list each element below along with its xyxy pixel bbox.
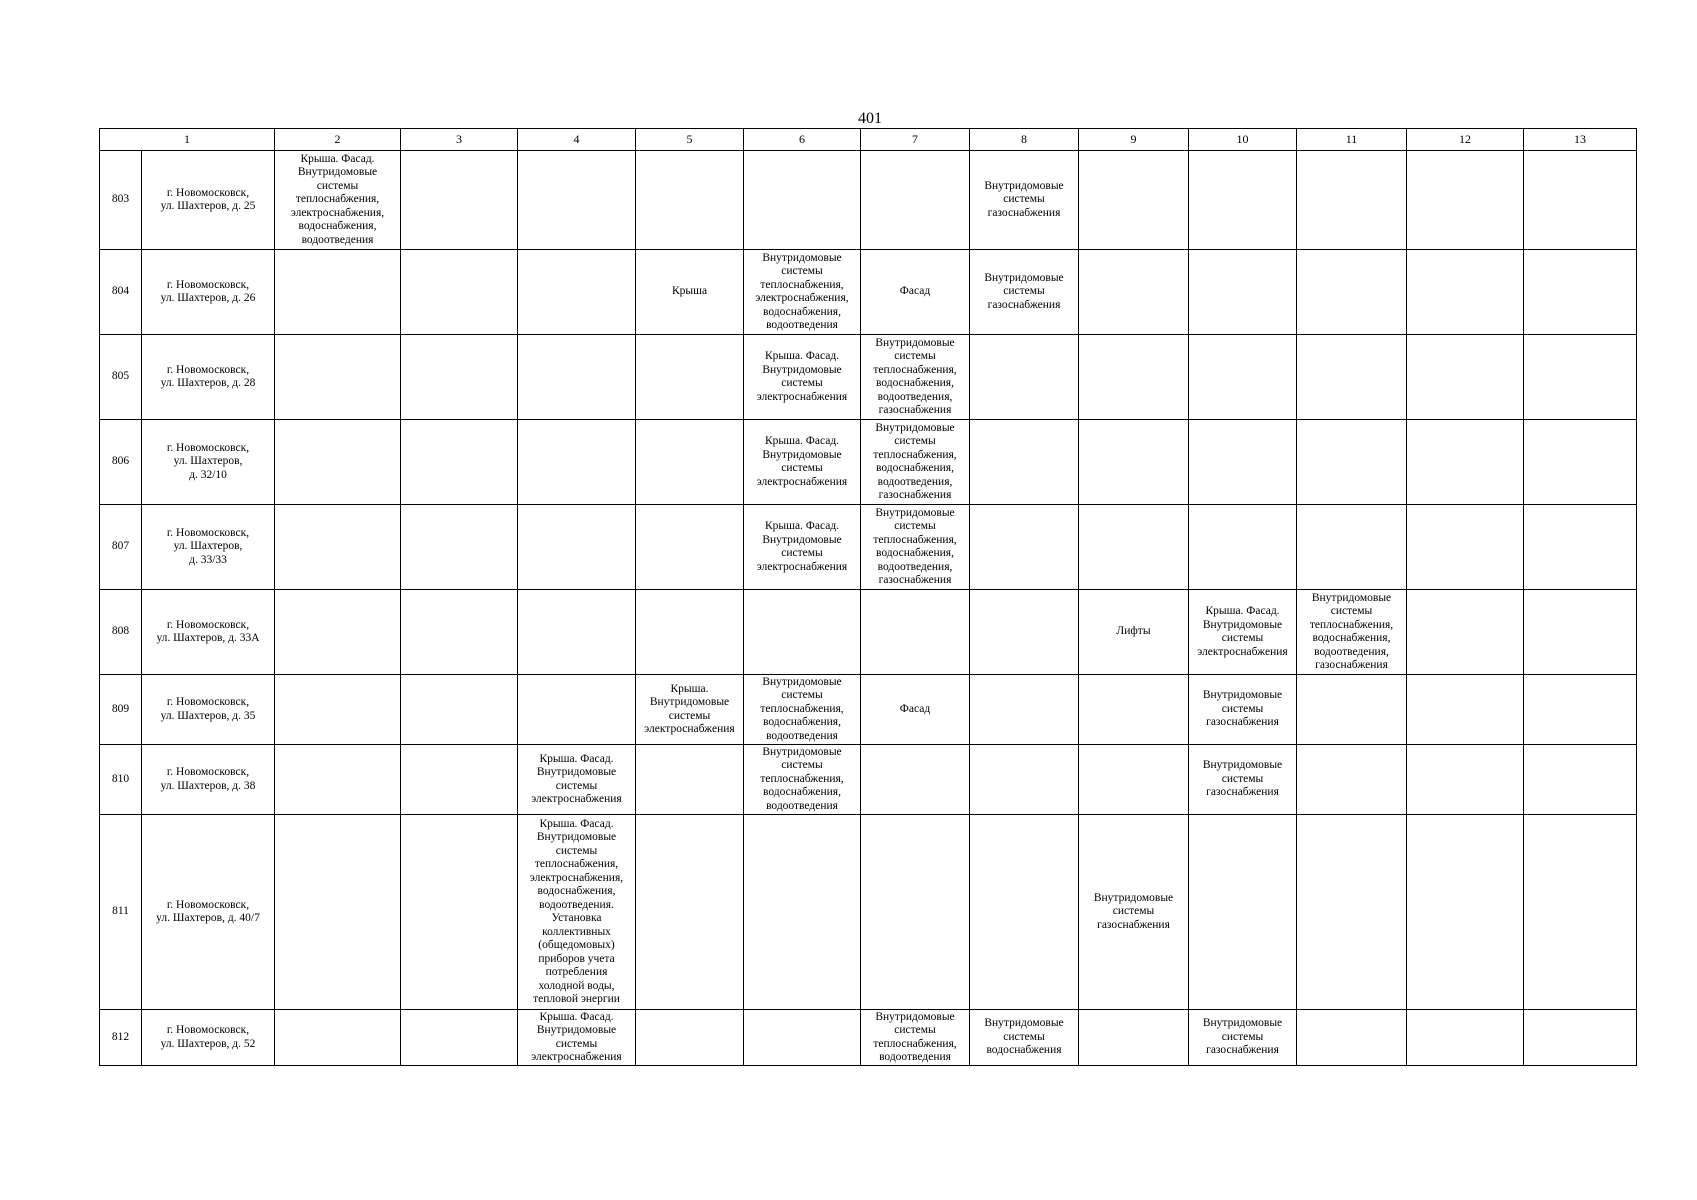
row-number-cell: 807 — [100, 505, 142, 590]
work-cell — [401, 675, 518, 745]
work-cell — [636, 590, 744, 675]
work-cell: Внутридомовые системы теплоснабжения, водоснабжения, водоотведения, газоснабжения — [861, 335, 970, 420]
table-row — [100, 1010, 1637, 1066]
work-cell: Внутридомовые системы теплоснабжения, водоснабжения, водоотведения — [744, 745, 861, 815]
address-cell: г. Новомосковск, ул. Шахтеров, д. 33А — [142, 590, 275, 675]
address-cell: г. Новомосковск, ул. Шахтеров, д. 40/7 — [142, 815, 275, 1010]
work-cell — [1407, 335, 1524, 420]
work-cell — [1524, 505, 1637, 590]
work-cell: Фасад — [861, 675, 970, 745]
work-cell: Крыша. Фасад. Внутридомовые системы электроснабжения — [744, 505, 861, 590]
row-number-cell: 810 — [100, 745, 142, 815]
work-cell: Внутридомовые системы газоснабжения — [1189, 1010, 1297, 1066]
repair-schedule-table — [99, 128, 1637, 1066]
header-cell: 2 — [275, 129, 401, 151]
work-cell — [1189, 250, 1297, 335]
work-cell — [636, 420, 744, 505]
work-cell — [275, 815, 401, 1010]
row-number-cell: 803 — [100, 151, 142, 250]
work-cell — [970, 675, 1079, 745]
work-cell: Крыша. Фасад. Внутридомовые системы электроснабжения — [744, 335, 861, 420]
header-cell: 5 — [636, 129, 744, 151]
row-number-cell: 805 — [100, 335, 142, 420]
work-cell — [518, 335, 636, 420]
work-cell — [1189, 505, 1297, 590]
header-cell: 3 — [401, 129, 518, 151]
work-cell — [1297, 335, 1407, 420]
header-cell: 13 — [1524, 129, 1637, 151]
header-row — [100, 129, 1637, 151]
work-cell — [401, 250, 518, 335]
work-cell: Внутридомовые системы газоснабжения — [970, 250, 1079, 335]
work-cell — [1407, 151, 1524, 250]
work-cell — [1524, 815, 1637, 1010]
work-cell — [1524, 745, 1637, 815]
header-cell: 10 — [1189, 129, 1297, 151]
row-number-cell: 808 — [100, 590, 142, 675]
work-cell — [1079, 745, 1189, 815]
work-cell — [1297, 675, 1407, 745]
work-cell: Крыша. Фасад. Внутридомовые системы теплоснабжения, электроснабжения, водоснабжения, водоотведения — [275, 151, 401, 250]
row-number-cell: 804 — [100, 250, 142, 335]
work-cell — [401, 420, 518, 505]
work-cell — [1407, 675, 1524, 745]
work-cell — [1524, 1010, 1637, 1066]
work-cell — [1407, 250, 1524, 335]
work-cell — [636, 505, 744, 590]
work-cell — [1297, 250, 1407, 335]
work-cell — [401, 1010, 518, 1066]
work-cell: Крыша. Фасад. Внутридомовые системы теплоснабжения, электроснабжения, водоснабжения, водоотведения. Установка коллективных (общедомовых) приборов учета потребления холодной воды, тепловой энергии — [518, 815, 636, 1010]
work-cell — [401, 151, 518, 250]
table-row — [100, 250, 1637, 335]
table-row — [100, 815, 1637, 1010]
work-cell — [518, 420, 636, 505]
work-cell — [275, 505, 401, 590]
work-cell — [275, 335, 401, 420]
work-cell — [1407, 745, 1524, 815]
work-cell — [275, 675, 401, 745]
work-cell — [518, 590, 636, 675]
work-cell — [636, 335, 744, 420]
work-cell: Лифты — [1079, 590, 1189, 675]
work-cell — [401, 590, 518, 675]
work-cell — [970, 420, 1079, 505]
work-cell — [861, 815, 970, 1010]
header-cell: 12 — [1407, 129, 1524, 151]
work-cell — [401, 815, 518, 1010]
work-cell — [1524, 151, 1637, 250]
table-row — [100, 420, 1637, 505]
work-cell: Внутридомовые системы теплоснабжения, электроснабжения, водоснабжения, водоотведения — [744, 250, 861, 335]
work-cell — [1079, 505, 1189, 590]
address-cell: г. Новомосковск, ул. Шахтеров, д. 28 — [142, 335, 275, 420]
work-cell — [1297, 1010, 1407, 1066]
work-cell — [275, 745, 401, 815]
work-cell — [970, 745, 1079, 815]
table-row — [100, 745, 1637, 815]
work-cell: Внутридомовые системы водоснабжения — [970, 1010, 1079, 1066]
work-cell — [1189, 815, 1297, 1010]
table-row — [100, 335, 1637, 420]
work-cell — [1297, 505, 1407, 590]
work-cell: Внутридомовые системы теплоснабжения, водоснабжения, водоотведения — [744, 675, 861, 745]
work-cell — [1407, 505, 1524, 590]
table-row — [100, 675, 1637, 745]
work-cell — [1524, 335, 1637, 420]
work-cell — [1407, 1010, 1524, 1066]
work-cell — [1189, 151, 1297, 250]
work-cell: Внутридомовые системы газоснабжения — [1189, 745, 1297, 815]
work-cell: Внутридомовые системы газоснабжения — [1079, 815, 1189, 1010]
work-cell — [970, 590, 1079, 675]
row-number-cell: 811 — [100, 815, 142, 1010]
table-row — [100, 505, 1637, 590]
work-cell — [1524, 250, 1637, 335]
address-cell: г. Новомосковск, ул. Шахтеров, д. 33/33 — [142, 505, 275, 590]
work-cell — [1297, 420, 1407, 505]
work-cell — [970, 335, 1079, 420]
work-cell: Внутридомовые системы теплоснабжения, водоснабжения, водоотведения, газоснабжения — [861, 505, 970, 590]
address-cell: г. Новомосковск, ул. Шахтеров, д. 38 — [142, 745, 275, 815]
work-cell — [1189, 420, 1297, 505]
work-cell — [1079, 250, 1189, 335]
header-cell: 6 — [744, 129, 861, 151]
work-cell — [636, 1010, 744, 1066]
work-cell — [1079, 675, 1189, 745]
work-cell — [1407, 815, 1524, 1010]
table-row — [100, 590, 1637, 675]
work-cell — [744, 590, 861, 675]
work-cell: Крыша. Фасад. Внутридомовые системы электроснабжения — [1189, 590, 1297, 675]
work-cell — [1297, 151, 1407, 250]
work-cell: Внутридомовые системы теплоснабжения, водоснабжения, водоотведения, газоснабжения — [1297, 590, 1407, 675]
work-cell — [275, 420, 401, 505]
work-cell — [636, 151, 744, 250]
work-cell — [636, 815, 744, 1010]
page-number: 401 — [858, 110, 882, 127]
work-cell: Крыша — [636, 250, 744, 335]
work-cell — [1524, 675, 1637, 745]
work-cell — [1407, 590, 1524, 675]
header-cell: 1 — [100, 129, 275, 151]
work-cell — [970, 505, 1079, 590]
work-cell — [744, 1010, 861, 1066]
work-cell: Крыша. Фасад. Внутридомовые системы электроснабжения — [518, 1010, 636, 1066]
address-cell: г. Новомосковск, ул. Шахтеров, д. 25 — [142, 151, 275, 250]
work-cell — [401, 745, 518, 815]
work-cell — [518, 250, 636, 335]
work-cell — [1407, 420, 1524, 505]
work-cell — [1079, 420, 1189, 505]
work-cell: Внутридомовые системы теплоснабжения, водоотведения — [861, 1010, 970, 1066]
row-number-cell: 812 — [100, 1010, 142, 1066]
work-cell: Фасад — [861, 250, 970, 335]
work-cell — [1297, 745, 1407, 815]
row-number-cell: 809 — [100, 675, 142, 745]
work-cell — [275, 590, 401, 675]
work-cell — [861, 151, 970, 250]
work-cell — [401, 335, 518, 420]
work-cell — [401, 505, 518, 590]
header-cell: 8 — [970, 129, 1079, 151]
work-cell — [744, 815, 861, 1010]
work-cell: Внутридомовые системы газоснабжения — [970, 151, 1079, 250]
work-cell: Внутридомовые системы теплоснабжения, водоснабжения, водоотведения, газоснабжения — [861, 420, 970, 505]
address-cell: г. Новомосковск, ул. Шахтеров, д. 35 — [142, 675, 275, 745]
address-cell: г. Новомосковск, ул. Шахтеров, д. 26 — [142, 250, 275, 335]
work-cell: Крыша. Фасад. Внутридомовые системы электроснабжения — [518, 745, 636, 815]
work-cell — [1079, 1010, 1189, 1066]
row-number-cell: 806 — [100, 420, 142, 505]
header-cell: 7 — [861, 129, 970, 151]
work-cell — [636, 745, 744, 815]
work-cell — [970, 815, 1079, 1010]
work-cell — [1524, 420, 1637, 505]
address-cell: г. Новомосковск, ул. Шахтеров, д. 32/10 — [142, 420, 275, 505]
work-cell — [1079, 335, 1189, 420]
work-cell — [518, 151, 636, 250]
work-cell — [1297, 815, 1407, 1010]
work-cell — [518, 505, 636, 590]
work-cell: Внутридомовые системы газоснабжения — [1189, 675, 1297, 745]
work-cell — [1079, 151, 1189, 250]
work-cell — [861, 745, 970, 815]
table-row — [100, 151, 1637, 250]
work-cell — [861, 590, 970, 675]
work-cell — [1524, 590, 1637, 675]
work-cell: Крыша. Внутридомовые системы электроснабжения — [636, 675, 744, 745]
address-cell: г. Новомосковск, ул. Шахтеров, д. 52 — [142, 1010, 275, 1066]
work-cell: Крыша. Фасад. Внутридомовые системы электроснабжения — [744, 420, 861, 505]
header-cell: 11 — [1297, 129, 1407, 151]
header-cell: 4 — [518, 129, 636, 151]
work-cell — [518, 675, 636, 745]
work-cell — [275, 250, 401, 335]
work-cell — [744, 151, 861, 250]
work-cell — [1189, 335, 1297, 420]
work-cell — [275, 1010, 401, 1066]
header-cell: 9 — [1079, 129, 1189, 151]
